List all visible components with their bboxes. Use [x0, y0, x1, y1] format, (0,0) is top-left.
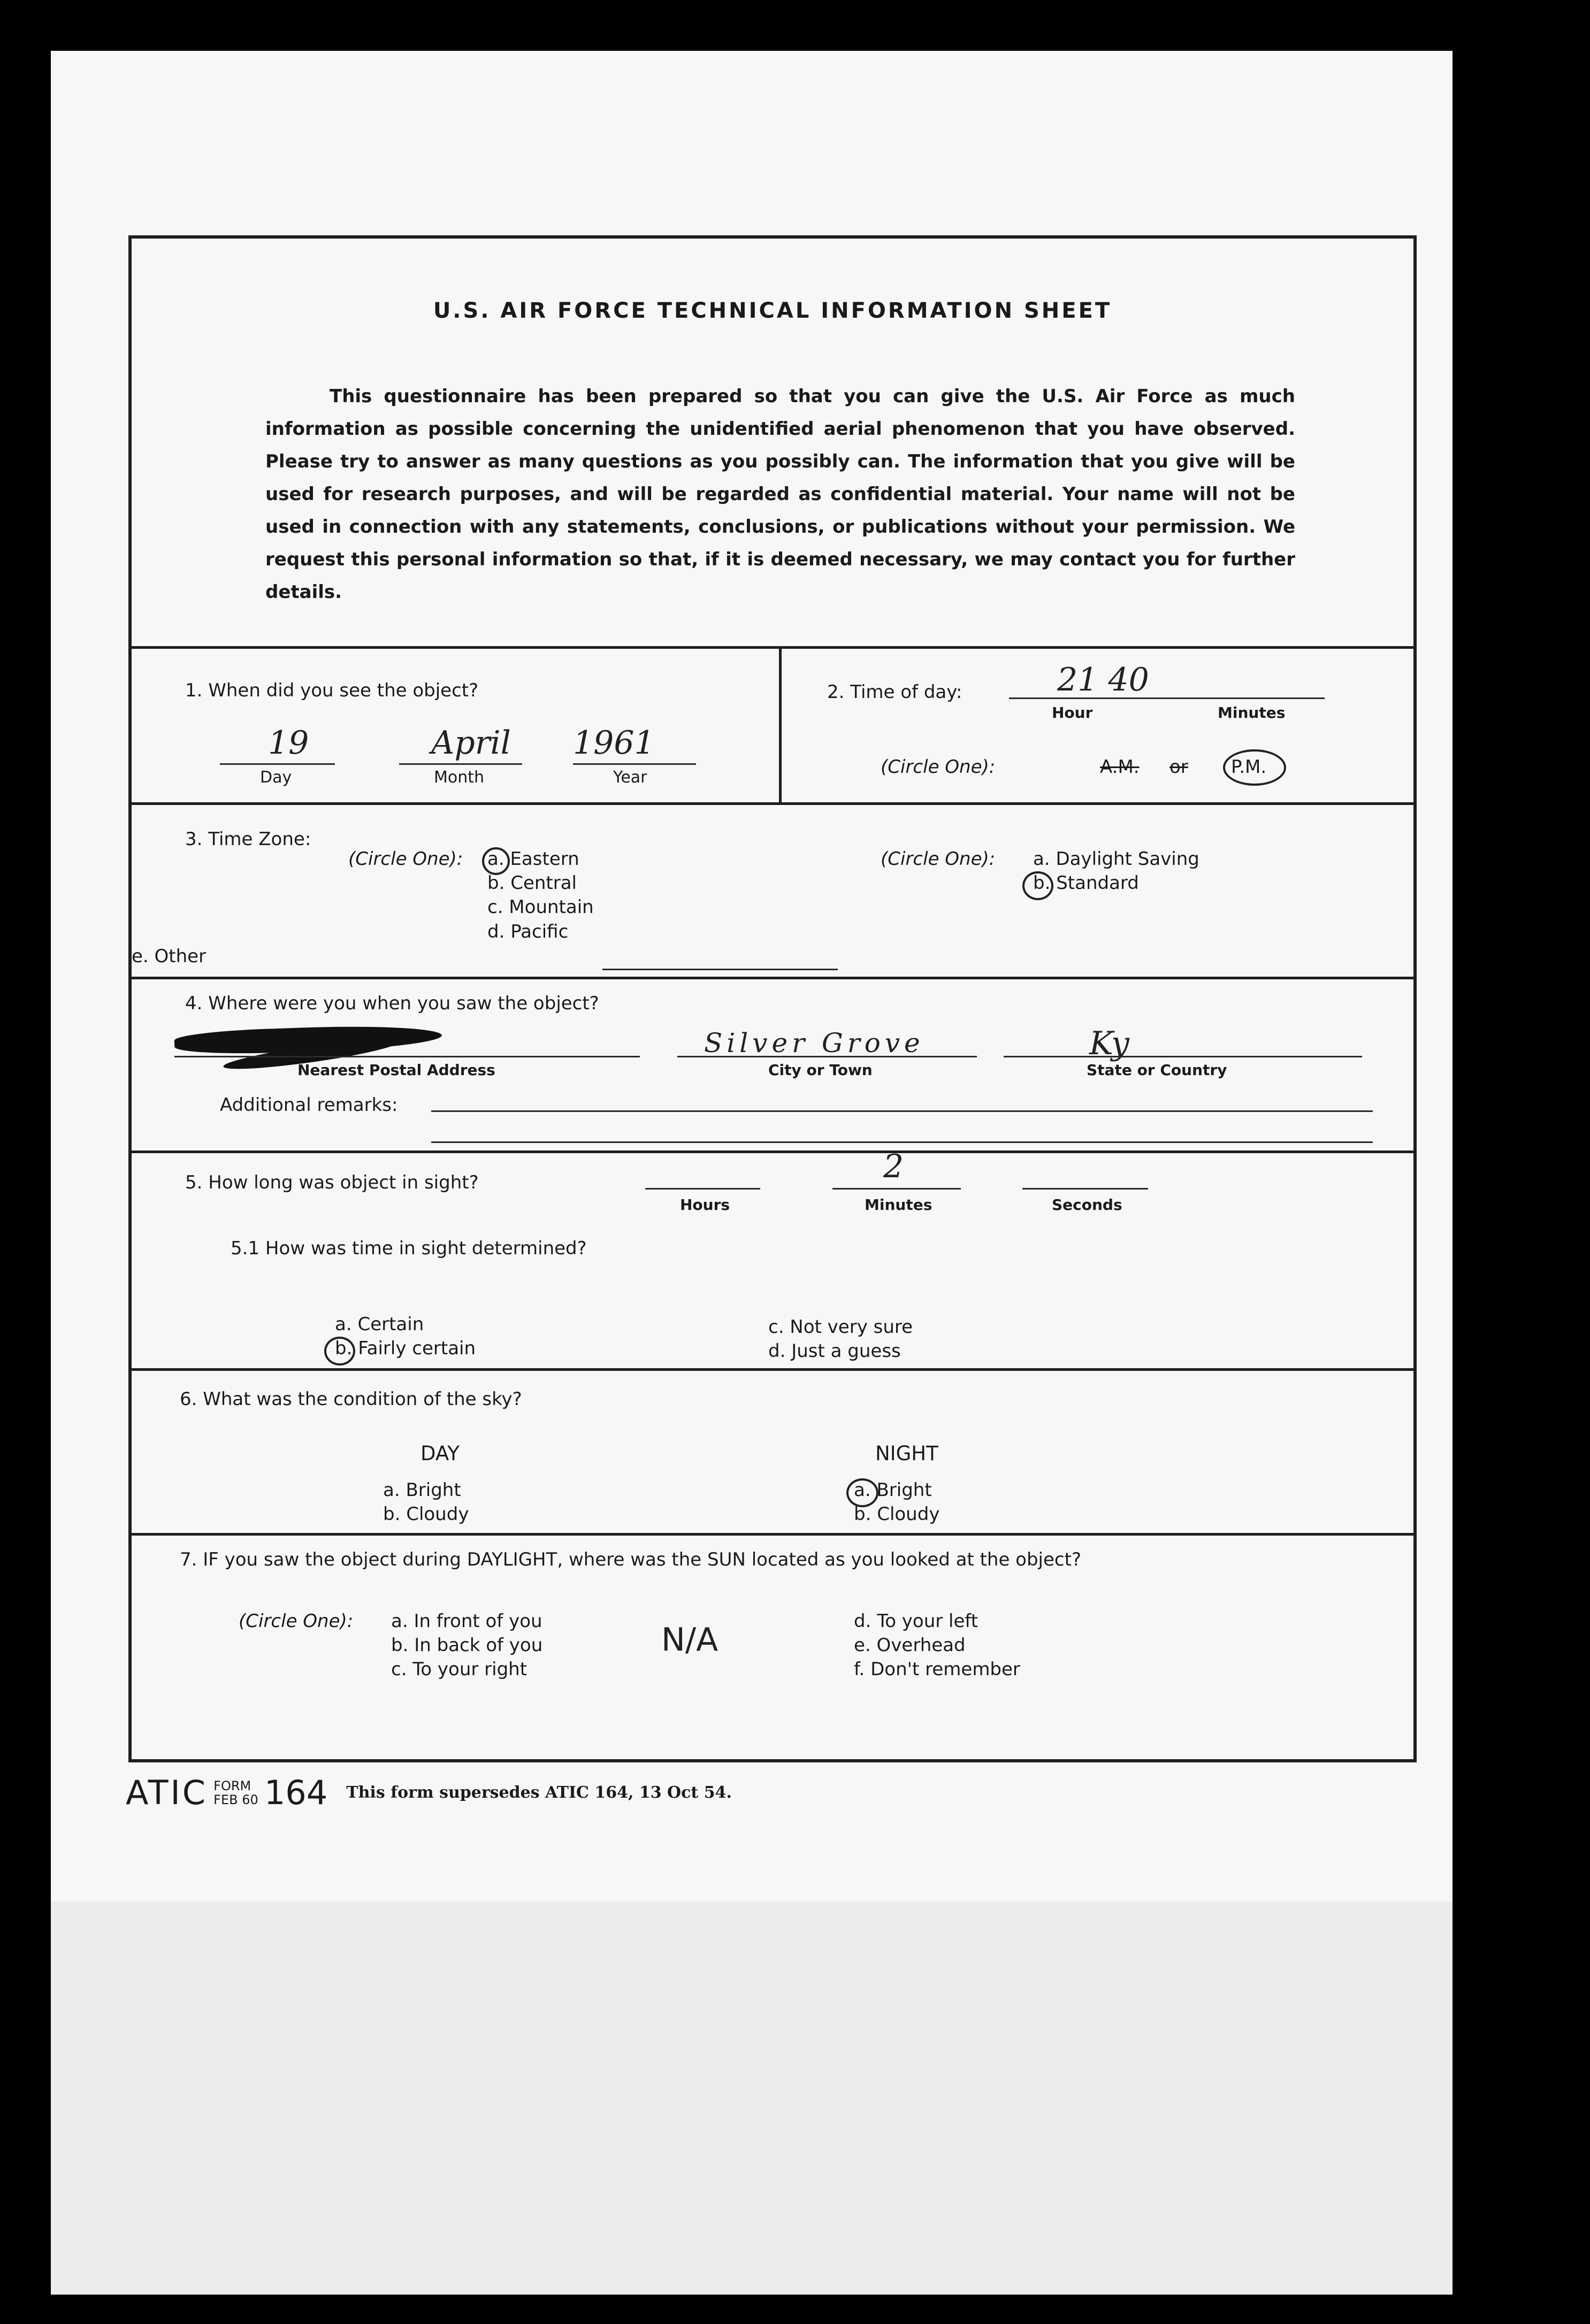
q6-night-option-b: b. Cloudy [854, 1504, 940, 1525]
q7-handwritten-na: N/A [661, 1621, 718, 1659]
q4-city-label: City or Town [768, 1061, 873, 1079]
q5-option-b-circle [324, 1337, 355, 1366]
q1-year-value: 1961 [573, 724, 655, 762]
lower-paper-area [51, 1901, 1453, 2295]
q6-day-option-b: b. Cloudy [383, 1504, 469, 1525]
q6-day-heading: DAY [421, 1442, 460, 1465]
q4-state-label: State or Country [1087, 1061, 1227, 1079]
q5-hours-label: Hours [680, 1196, 730, 1214]
q1-month-label: Month [434, 768, 485, 787]
q2-hour-label: Hour [1052, 704, 1093, 722]
intro-paragraph: This questionnaire has been prepared so that you can give the U.S. Air Force as much information as possible concerning the unidentified aerial phenomenon that you have observed. Please try to answer as many questions as you possibly can. The information that you give will be used for research purposes, and will be regarded as confidential material. Your name will not be used in connection with any statements, conclusions, or publications without your permission. We request this personal information so that, if it is deemed necessary, we may contact you for further details. [265, 386, 1295, 603]
q3-option-a: a. Eastern [487, 848, 579, 870]
q5-seconds-label: Seconds [1052, 1196, 1122, 1214]
divider-q5 [132, 1368, 1413, 1371]
q7-option-f: f. Don't remember [854, 1659, 1020, 1680]
footer-form-date: FEB 60 [213, 1792, 258, 1807]
q1-month-value: April [431, 724, 511, 762]
q7-option-b: b. In back of you [391, 1635, 543, 1656]
footer-atic: ATIC [126, 1773, 208, 1812]
q7-circle-one: (Circle One): [239, 1610, 354, 1632]
q3-option-e: e. Other [132, 946, 207, 967]
q2-pm: P.M. [1231, 756, 1267, 778]
divider-q6 [132, 1533, 1413, 1536]
q3-option-c: c. Mountain [487, 896, 594, 918]
divider-q1-q2 [779, 646, 782, 802]
form-footer [126, 1773, 732, 1812]
q2-or: or [1169, 756, 1188, 778]
q2-pm-circle [1223, 749, 1286, 786]
divider-intro [132, 646, 1413, 649]
divider-q3 [132, 977, 1413, 979]
q1-day-value: 19 [268, 724, 309, 762]
form-title: U.S. AIR FORCE TECHNICAL INFORMATION SHEET [433, 298, 1112, 323]
q4-remarks-label: Additional remarks: [220, 1094, 398, 1116]
q3-question: 3. Time Zone: [185, 829, 311, 850]
q7-question: 7. IF you saw the object during DAYLIGHT, where was the SUN located as you looked at the object? [180, 1549, 1081, 1570]
q2-circle-one: (Circle One): [881, 756, 996, 778]
q4-city-value: Silver Grove [704, 1027, 924, 1059]
q2-am: A.M. [1100, 756, 1140, 778]
technical-information-form [128, 235, 1417, 1762]
q5-option-b: b. Fairly certain [335, 1338, 476, 1359]
q5-question: 5. How long was object in sight? [185, 1172, 479, 1193]
divider-q4 [132, 1151, 1413, 1153]
q2-time-value: 21 40 [1057, 661, 1149, 699]
q6-question: 6. What was the condition of the sky? [180, 1389, 522, 1410]
footer-form-word: FORM [213, 1778, 251, 1793]
q4-state-value: Ky [1089, 1025, 1129, 1062]
q3-option2-b: b. Standard [1033, 872, 1139, 894]
q1-day-label: Day [260, 768, 292, 787]
q7-option-a: a. In front of you [391, 1610, 542, 1632]
q3-option-a-circle [482, 847, 510, 875]
q1-question: 1. When did you see the object? [185, 680, 479, 701]
q3-circle-one-2: (Circle One): [881, 848, 996, 870]
q5-minutes-value: 2 [883, 1148, 904, 1185]
q5-sub-question: 5.1 How was time in sight determined? [231, 1238, 587, 1259]
q3-option-d: d. Pacific [487, 921, 569, 942]
footer-supersedes: This form supersedes ATIC 164, 13 Oct 54. [346, 1783, 732, 1802]
q4-address-label: Nearest Postal Address [297, 1061, 495, 1079]
divider-q2 [132, 802, 1413, 805]
footer-form-number: 164 [264, 1773, 328, 1812]
q5-option-c: c. Not very sure [768, 1316, 913, 1338]
q7-option-e: e. Overhead [854, 1635, 966, 1656]
q3-option2-b-circle [1022, 871, 1053, 900]
q1-year-label: Year [613, 768, 647, 787]
q3-option-b: b. Central [487, 872, 577, 894]
q3-option2-a: a. Daylight Saving [1033, 848, 1199, 870]
q5-option-d: d. Just a guess [768, 1340, 901, 1362]
q6-night-heading: NIGHT [875, 1442, 938, 1465]
q6-night-option-a: a. Bright [854, 1479, 932, 1501]
q4-question: 4. Where were you when you saw the object? [185, 993, 599, 1014]
q6-night-option-a-circle [846, 1478, 878, 1507]
q7-option-d: d. To your left [854, 1610, 979, 1632]
q2-question: 2. Time of day: [827, 681, 962, 703]
q3-circle-one: (Circle One): [348, 848, 463, 870]
q5-minutes-label: Minutes [865, 1196, 932, 1214]
q7-option-c: c. To your right [391, 1659, 528, 1680]
q2-minutes-label: Minutes [1218, 704, 1286, 722]
q5-option-a: a. Certain [335, 1314, 424, 1335]
q6-day-option-a: a. Bright [383, 1479, 461, 1501]
